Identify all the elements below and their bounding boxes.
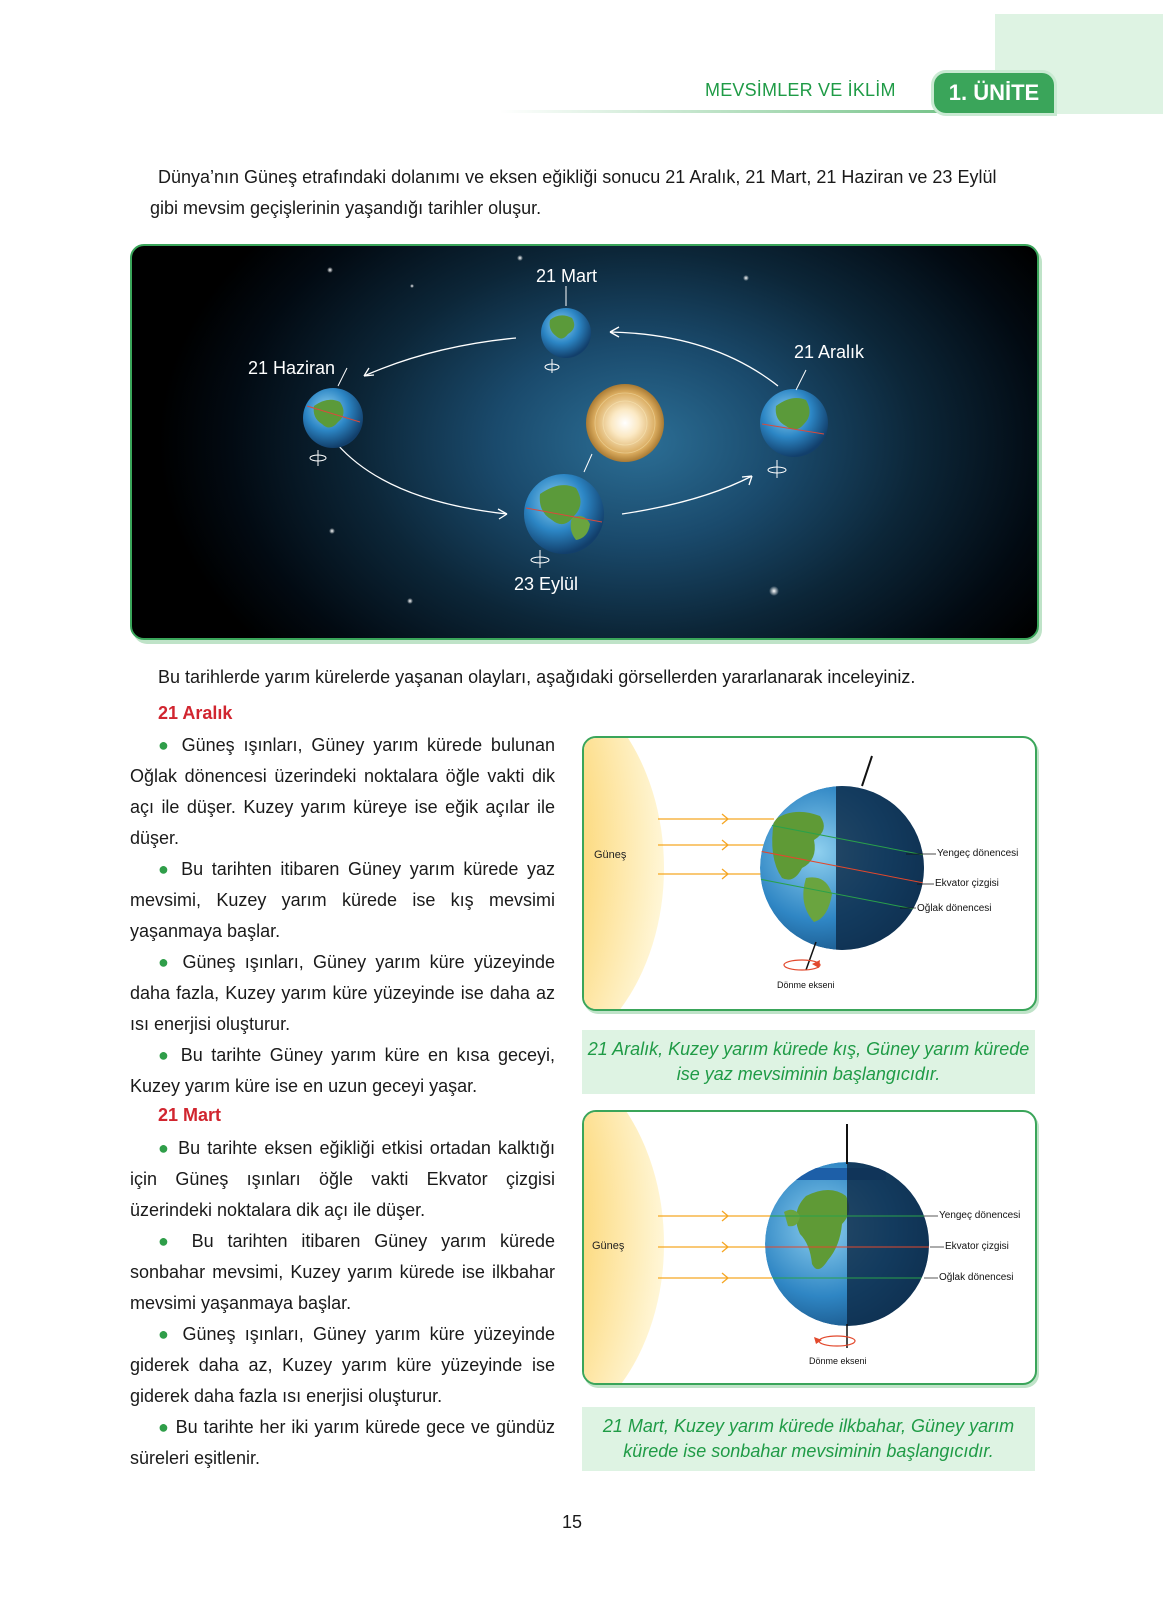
label-oglak: Oğlak dönencesi: [939, 1272, 1014, 1283]
label-yengec: Yengeç dönencesi: [937, 848, 1019, 859]
label-23-eylul: 23 Eylül: [514, 574, 579, 594]
label-donme-ekseni: Dönme ekseni: [809, 1356, 867, 1366]
aralik-bullet-2: ● Bu tarihten itibaren Güney yarım kürede yaz mevsimi, Kuzey yarım kürede ise kış mevsimi yaşanmaya başlar.: [130, 859, 555, 941]
unit-badge: 1. ÜNİTE: [934, 73, 1054, 113]
diagram-mart: [582, 1110, 1037, 1385]
aralik-bullet-4: ● Bu tarihte Güney yarım küre en kısa geceyi, Kuzey yarım küre ise en uzun geceyi yaşar.: [130, 1045, 556, 1096]
orbit-graphic: [132, 246, 1037, 638]
label-21-aralik: 21 Aralık: [794, 342, 865, 362]
diagram-aralik: [582, 736, 1037, 1011]
globe-icon: [754, 778, 932, 970]
sun-icon: [586, 384, 664, 462]
pointer-aralik: [796, 370, 806, 390]
section-heading-aralik: 21 Aralık: [158, 703, 233, 723]
earth-icon-aralik: [760, 389, 828, 478]
caption-mart: 21 Mart, Kuzey yarım kürede ilkbahar, Güney yarım kürede ise sonbahar mevsiminin başlangıcıdır.: [582, 1407, 1035, 1471]
aralik-bullet-1: ● Güneş ışınları, Güney yarım kürede bulunan Oğlak dönencesi üzerindeki noktalara öğle vakti dik açı ile düşer. Kuzey yarım küreye ise eğik açılar ile düşer.: [130, 735, 555, 848]
globe-icon: [754, 1152, 937, 1342]
header-rule: [500, 110, 970, 113]
diagram-aralik-graphic: [584, 738, 1035, 1009]
mart-bullet-2: ● Bu tarihten itibaren Güney yarım kürede sonbahar mevsimi, Kuzey yarım kürede ise ilkbahar mevsimi yaşanmaya başlar.: [130, 1231, 555, 1313]
page-number: 15: [562, 1512, 583, 1532]
earth-icon-eylul: [524, 454, 604, 568]
label-ekvator: Ekvator çizgisi: [945, 1241, 1009, 1252]
label-ekvator: Ekvator çizgisi: [935, 878, 999, 889]
mart-bullet-4: ● Bu tarihte her iki yarım kürede gece ve gündüz süreleri eşitlenir.: [130, 1417, 556, 1468]
sun-icon: [584, 738, 664, 1009]
investigate-paragraph: Bu tarihlerde yarım kürelerde yaşanan olayları, aşağıdaki görsellerden yararlanarak inceleyiniz.: [158, 667, 916, 687]
label-oglak: Oğlak dönencesi: [917, 903, 992, 914]
intro-paragraph: Dünya’nın Güneş etrafındaki dolanımı ve eksen eğikliği sonucu 21 Aralık, 21 Mart, 21 Haziran ve 23 Eylül gibi mevsim geçişlerinin yaşandığı tarihler oluşur.: [150, 167, 997, 218]
rotation-icon: [819, 1336, 855, 1346]
section-heading-mart: 21 Mart: [158, 1105, 222, 1125]
pointer-haziran: [338, 368, 347, 386]
aralik-bullet-3: ● Güneş ışınları, Güney yarım küre yüzeyinde daha fazla, Kuzey yarım küre yüzeyinde ise daha az ısı enerjisi oluşturur.: [130, 952, 555, 1034]
sun-rays: [658, 814, 774, 879]
mart-bullet-3: ● Güneş ışınları, Güney yarım küre yüzeyinde giderek daha az, Kuzey yarım küre yüzeyinde ise giderek daha fazla ısı enerjisi oluşturur.: [130, 1324, 555, 1406]
orbit-illustration: [130, 244, 1039, 640]
earth-icon-haziran: [303, 388, 363, 466]
label-yengec: Yengeç dönencesi: [939, 1210, 1021, 1221]
label-gunes: Güneş: [592, 1240, 625, 1252]
earth-icon-mart: [541, 286, 591, 373]
label-gunes: Güneş: [594, 849, 627, 861]
caption-aralik: 21 Aralık, Kuzey yarım kürede kış, Güney yarım kürede ise yaz mevsiminin başlangıcıdır.: [582, 1030, 1035, 1094]
mart-bullet-1: ● Bu tarihte eksen eğikliği etkisi ortadan kalktığı için Güneş ışınları öğle vakti Ekvator çizgisi üzerindeki noktalara dik açı ile düşer.: [130, 1138, 555, 1220]
label-21-haziran: 21 Haziran: [248, 358, 336, 378]
label-donme-ekseni: Dönme ekseni: [777, 980, 835, 990]
header-title: MEVSİMLER VE İKLİM: [705, 80, 896, 100]
label-21-mart: 21 Mart: [536, 266, 598, 286]
sun-rays: [658, 1211, 772, 1283]
